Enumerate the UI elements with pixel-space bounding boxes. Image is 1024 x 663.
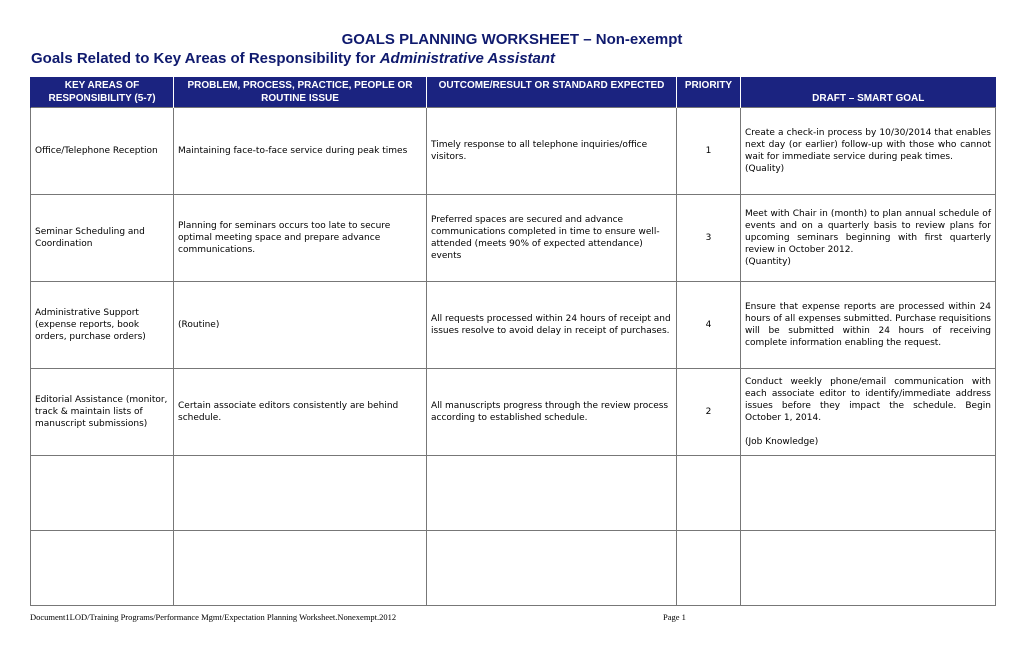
cell-priority: 4 (677, 282, 741, 369)
goal-spacer (745, 424, 991, 436)
cell-outcome: Preferred spaces are secured and advance communications completed in time to ensure well-attended (meets 90% of expected attendance) events (427, 195, 677, 282)
cell-goal (741, 195, 996, 282)
subtitle-prefix: Goals Related to Key Areas of Responsibility for (31, 50, 376, 67)
table-row (31, 108, 996, 195)
cell-outcome: All manuscripts progress through the review process according to established schedule. (427, 369, 677, 456)
cell-empty (741, 456, 996, 531)
cell-area: Administrative Support (expense reports, book orders, purchase orders) (31, 282, 174, 369)
cell-priority: 3 (677, 195, 741, 282)
cell-empty (427, 456, 677, 531)
cell-goal (741, 282, 996, 369)
cell-goal (741, 369, 996, 456)
cell-empty (427, 531, 677, 606)
goal-text: Create a check-in process by 10/30/2014 that enables next day (or earlier) follow-up with those who cannot wait for immediate service during peak times. (745, 128, 991, 162)
cell-area: Office/Telephone Reception (31, 108, 174, 195)
table-row (31, 195, 996, 282)
cell-area: Seminar Scheduling and Coordination (31, 195, 174, 282)
col-header-smart-goal: DRAFT – SMART GOAL (741, 77, 996, 108)
cell-priority: 2 (677, 369, 741, 456)
col-header-priority: PRIORITY (677, 77, 741, 108)
cell-empty (174, 456, 427, 531)
cell-issue: Planning for seminars occurs too late to secure optimal meeting space and prepare advance communications. (174, 195, 427, 282)
cell-issue: Certain associate editors consistently are behind schedule. (174, 369, 427, 456)
table-row (31, 369, 996, 456)
cell-issue: (Routine) (174, 282, 427, 369)
cell-issue: Maintaining face-to-face service during peak times (174, 108, 427, 195)
footer-page-number: Page 1 (663, 612, 686, 622)
goal-text: Ensure that expense reports are processed within 24 hours of all expenses submitted. Purchase requisitions will be submitted within 24 hours of receiving complete information enabling the request. (745, 302, 991, 348)
cell-area: Editorial Assistance (monitor, track & maintain lists of manuscript submissions) (31, 369, 174, 456)
cell-priority: 1 (677, 108, 741, 195)
goal-category: (Quantity) (745, 257, 791, 267)
table-row (31, 282, 996, 369)
cell-empty (677, 456, 741, 531)
col-header-outcome: OUTCOME/RESULT OR STANDARD EXPECTED (427, 77, 677, 108)
table-row-empty (31, 531, 996, 606)
goal-category: (Job Knowledge) (745, 437, 819, 447)
goal-category: (Quality) (745, 164, 785, 174)
table-header-row (31, 77, 996, 108)
subtitle-role: Administrative Assistant (379, 50, 556, 67)
goal-text: Conduct weekly phone/email communication with each associate editor to identify/immediate address issues before they impact the schedule. Begin October 1, 2014. (745, 377, 991, 423)
footer-file-path: Document1LOD/Training Programs/Performance Mgmt/Expectation Planning Worksheet.Nonexempt.2012 (30, 612, 397, 622)
cell-empty (677, 531, 741, 606)
cell-outcome: All requests processed within 24 hours of receipt and issues resolve to avoid delay in receipt of purchases. (427, 282, 677, 369)
cell-empty (174, 531, 427, 606)
cell-empty (31, 456, 174, 531)
cell-outcome: Timely response to all telephone inquiries/office visitors. (427, 108, 677, 195)
goals-table (30, 77, 996, 606)
cell-empty (31, 531, 174, 606)
col-header-key-areas: KEY AREAS OF RESPONSIBILITY (5-7) (31, 77, 174, 108)
worksheet-title: GOALS PLANNING WORKSHEET – Non-exempt (341, 31, 683, 48)
cell-goal (741, 108, 996, 195)
table-row-empty (31, 456, 996, 531)
cell-empty (741, 531, 996, 606)
goal-text: Meet with Chair in (month) to plan annual schedule of events and on a quarterly basis to review plans for upcoming seminars beginning with first quarterly review in October 2012. (745, 209, 991, 255)
col-header-issue: PROBLEM, PROCESS, PRACTICE, PEOPLE OR ROUTINE ISSUE (174, 77, 427, 108)
worksheet-subtitle (31, 50, 555, 67)
